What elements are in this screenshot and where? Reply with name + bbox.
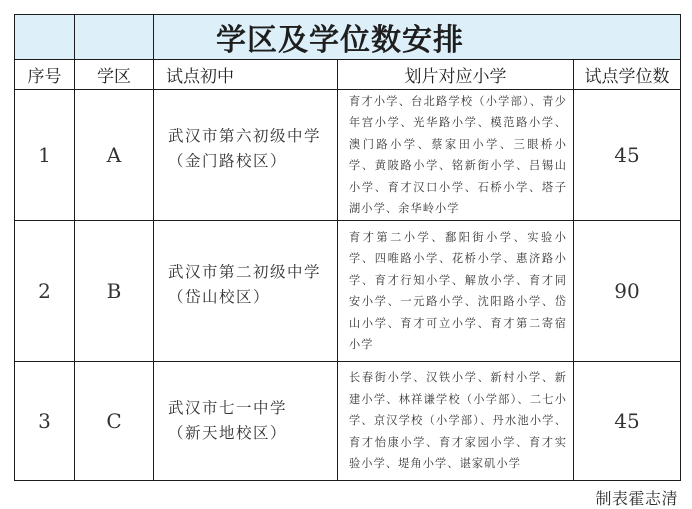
title-row bbox=[15, 15, 681, 60]
row-primary-schools: 长春街小学、汉铁小学、新村小学、新建小学、林祥谦学校（小学部）、二七小学、京汉学校（小学部）、丹水池小学、育才怡康小学、育才家园小学、育才实验小学、堤角小学、谌家矶小学 bbox=[338, 362, 574, 481]
row-pilot-school bbox=[154, 221, 338, 362]
row-seats: 45 bbox=[574, 362, 681, 481]
school-campus: （金门路校区） bbox=[168, 152, 288, 170]
row-pilot-school bbox=[154, 90, 338, 221]
table-row bbox=[15, 362, 681, 481]
row-district: B bbox=[75, 221, 154, 362]
header-district: 学区 bbox=[75, 60, 154, 90]
title-blank-cell-2 bbox=[75, 15, 154, 60]
header-index: 序号 bbox=[15, 60, 75, 90]
school-name: 武汉市第六初级中学 bbox=[168, 127, 322, 145]
table-title: 学区及学位数安排 bbox=[154, 15, 681, 60]
school-district-table bbox=[14, 14, 681, 481]
row-index: 3 bbox=[15, 362, 75, 481]
table-row bbox=[15, 90, 681, 221]
school-campus: （新天地校区） bbox=[168, 424, 288, 442]
school-name: 武汉市第二初级中学 bbox=[168, 263, 322, 281]
school-name: 武汉市七一中学 bbox=[168, 399, 288, 417]
title-blank-cell-1 bbox=[15, 15, 75, 60]
row-primary-schools: 育才小学、台北路学校（小学部）、青少年宫小学、光华路小学、模范路小学、澳门路小学、蔡家田小学、三眼桥小学、黄陂路小学、铭新街小学、吕锡山小学、育才汉口小学、石桥小学、塔子湖小学、余华岭小学 bbox=[338, 90, 574, 221]
header-seats: 试点学位数 bbox=[574, 60, 681, 90]
row-primary-schools: 育才第二小学、鄱阳街小学、实验小学、四唯路小学、花桥小学、惠济路小学、育才行知小学、解放小学、育才同安小学、一元路小学、沈阳路小学、岱山小学、育才可立小学、育才第二寄宿小学 bbox=[338, 221, 574, 362]
row-district: C bbox=[75, 362, 154, 481]
row-index: 1 bbox=[15, 90, 75, 221]
row-seats: 90 bbox=[574, 221, 681, 362]
table-credit: 制表霍志清 bbox=[595, 489, 678, 508]
table-row bbox=[15, 221, 681, 362]
row-index: 2 bbox=[15, 221, 75, 362]
row-seats: 45 bbox=[574, 90, 681, 221]
row-district: A bbox=[75, 90, 154, 221]
school-campus: （岱山校区） bbox=[168, 288, 271, 306]
header-primary-schools: 划片对应小学 bbox=[338, 60, 574, 90]
header-pilot-school: 试点初中 bbox=[154, 60, 338, 90]
header-row bbox=[15, 60, 681, 90]
row-pilot-school bbox=[154, 362, 338, 481]
